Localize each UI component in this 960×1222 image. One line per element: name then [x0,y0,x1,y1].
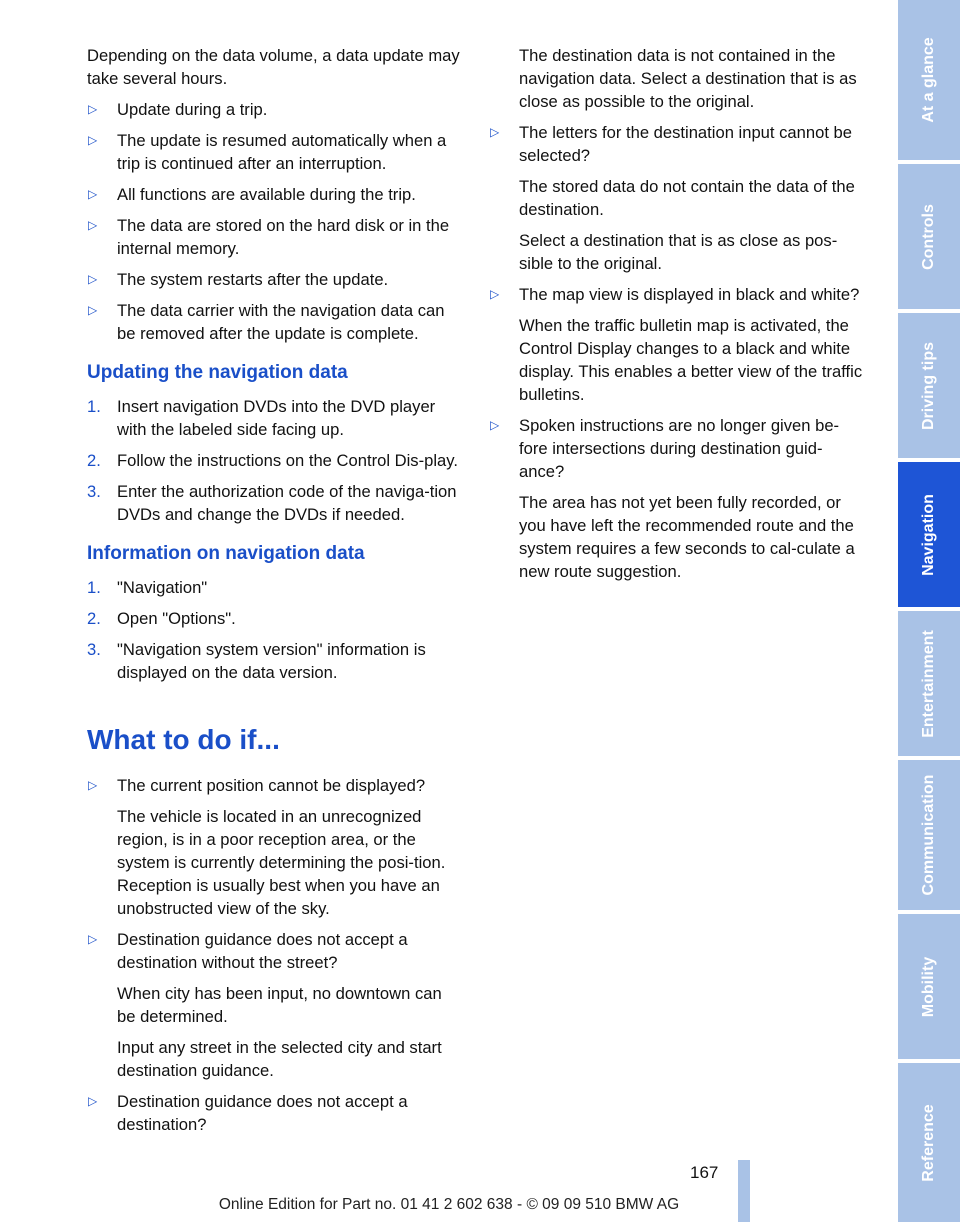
list-item [489,121,865,275]
list-item: ▷ The system restarts after the update. [88,270,389,289]
list-item: 1. Insert navigation DVDs into the DVD player with the labeled side facing up. [87,397,436,439]
list-item: ▷ The data carrier with the navigation data can be removed after the update is complete. [88,301,445,343]
tab-entertainment[interactable]: Entertainment [898,611,960,756]
list-item: 3. Enter the authorization code of the naviga-tion DVDs and change the DVDs if needed. [87,482,457,524]
triangle-right-icon: ▷ [88,187,98,201]
updating-steps [87,395,463,526]
triangle-right-icon: ▷ [88,133,98,147]
list-item: 3. "Navigation system version" information is displayed on the data version. [87,640,426,682]
triangle-right-icon: ▷ [88,272,98,286]
continuation-paragraph: The destination data is not contained in the navigation data. Select a destination that is as close as possible to the original. [519,46,857,111]
list-item: 2. Follow the instructions on the Control Dis-play. [87,451,458,470]
answer: When city has been input, no downtown can be determined. [117,984,442,1026]
left-column [87,44,463,1144]
section-heading-updating: Updating the navigation data [87,362,348,383]
main-heading-what-to-do: What to do if... [87,724,280,755]
triangle-right-icon: ▷ [88,102,98,116]
tab-mobility[interactable]: Mobility [898,914,960,1059]
question: Destination guidance does not accept a destination? [117,1092,408,1134]
information-steps [87,576,463,684]
list-item [489,414,865,583]
answer: Select a destination that is as close as pos-sible to the original. [519,231,838,273]
question: Spoken instructions are no longer given be-fore intersections during destination guid-ance? [519,416,840,481]
answer: Input any street in the selected city and start destination guidance. [117,1038,442,1080]
footer-text: Online Edition for Part no. 01 41 2 602 638 - © 09 09 510 BMW AG [218,1196,680,1213]
list-item: ▷ Update during a trip. [88,100,268,119]
list-item: ▷ The data are stored on the hard disk or in the internal memory. [88,216,450,258]
tab-communication[interactable]: Communication [898,760,960,910]
right-question-list [489,121,865,583]
triangle-right-icon: ▷ [490,125,500,139]
page-number: 167 [690,1163,719,1182]
list-item [489,283,865,406]
intro-bullet-list [87,98,463,345]
triangle-right-icon: ▷ [88,932,98,946]
intro-paragraph: Depending on the data volume, a data update may take several hours. [87,46,460,88]
answer: The stored data do not contain the data of the destination. [519,177,855,219]
question: The letters for the destination input cannot be selected? [519,123,853,165]
triangle-right-icon: ▷ [88,218,98,232]
tab-navigation[interactable]: Navigation [898,462,960,607]
tab-controls[interactable]: Controls [898,164,960,309]
list-item: 1. "Navigation" [87,578,208,597]
tab-reference[interactable]: Reference [898,1063,960,1222]
tab-driving-tips[interactable]: Driving tips [898,313,960,458]
triangle-right-icon: ▷ [88,778,98,792]
section-heading-information: Information on navigation data [87,543,365,564]
triangle-right-icon: ▷ [88,1094,98,1108]
what-to-do-list [87,774,463,1136]
list-item [87,1090,463,1136]
question: Destination guidance does not accept a destination without the street? [117,930,408,972]
triangle-right-icon: ▷ [490,287,500,301]
triangle-right-icon: ▷ [88,303,98,317]
answer: The area has not yet been fully recorded, or you have left the recommended route and the system requires a few seconds to cal-culate a new route suggestion. [519,493,855,581]
list-item [87,774,463,920]
tab-at-a-glance[interactable]: At a glance [898,0,960,160]
right-column [489,44,865,591]
list-item: ▷ All functions are available during the trip. [88,185,416,204]
answer: The vehicle is located in an unrecognized region, is in a poor reception area, or the system is currently determining the posi-tion. Reception is usually best when you have an unobstructed view of the sky. [117,807,446,918]
list-item: ▷ The update is resumed automatically when a trip is continued after an interruption. [88,131,447,173]
question: The current position cannot be displayed? [117,776,426,795]
list-item: 2. Open "Options". [87,609,236,628]
chapter-tabs [898,0,960,1222]
question: The map view is displayed in black and white? [519,285,860,304]
list-item [87,928,463,1082]
triangle-right-icon: ▷ [490,418,500,432]
answer: When the traffic bulletin map is activated, the Control Display changes to a black and white display. This enables a better view of the traffic bulletins. [519,316,863,404]
